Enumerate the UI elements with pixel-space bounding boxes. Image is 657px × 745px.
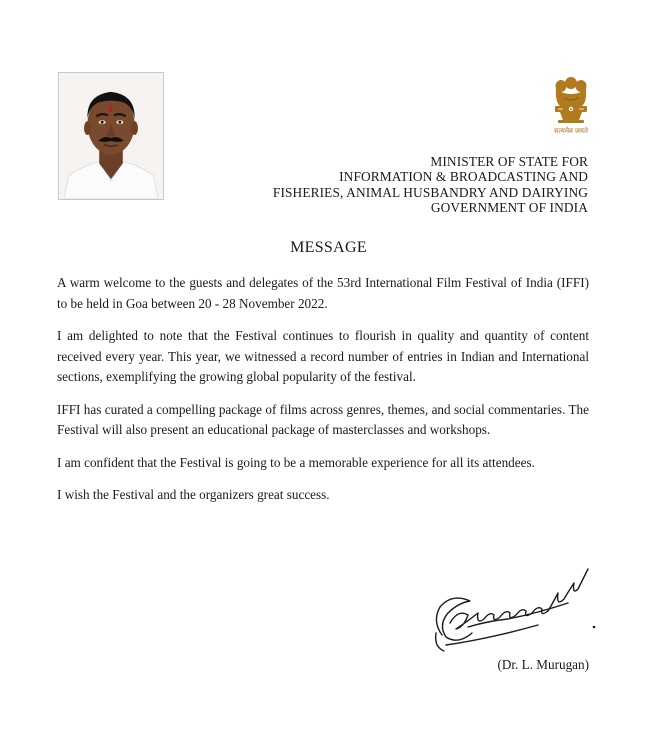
designation-line: FISHERIES, ANIMAL HUSBANDRY AND DAIRYING (272, 184, 588, 200)
message-body (57, 273, 589, 518)
message-paragraph: I am delighted to note that the Festival continues to flourish in quality and quantity of content received every year. This year, we witnessed a record number of entries in Indian and International sections, exemplifying the growing global popularity of the festival. (57, 328, 589, 384)
emblem-motto: सत्यमेव जयते (554, 127, 588, 135)
designation-line: MINISTER OF STATE FOR (430, 154, 588, 169)
message-paragraph: A warm welcome to the guests and delegates of the 53rd International Film Festival of India (IFFI) to be held in Goa between 20 - 28 November 2022. (57, 275, 589, 311)
state-emblem (548, 74, 594, 138)
designation-line: GOVERNMENT OF INDIA (430, 200, 588, 216)
message-paragraph: I wish the Festival and the organizers great success. (57, 487, 330, 502)
message-paragraph: IFFI has curated a compelling package of films across genres, themes, and social commentaries. The Festival will also present an educational package of masterclasses and workshops. (57, 401, 589, 437)
message-paragraph: I am confident that the Festival is going to be a memorable experience for all its attendees. (57, 454, 535, 470)
minister-designation (228, 154, 588, 216)
signatory-name: (Dr. L. Murugan) (497, 657, 589, 672)
message-title: MESSAGE (290, 239, 367, 256)
designation-line: INFORMATION & BROADCASTING AND (339, 169, 588, 185)
handwritten-signature (428, 563, 603, 658)
portrait-photo (58, 72, 164, 200)
state-emblem-of-india-icon (548, 74, 594, 126)
